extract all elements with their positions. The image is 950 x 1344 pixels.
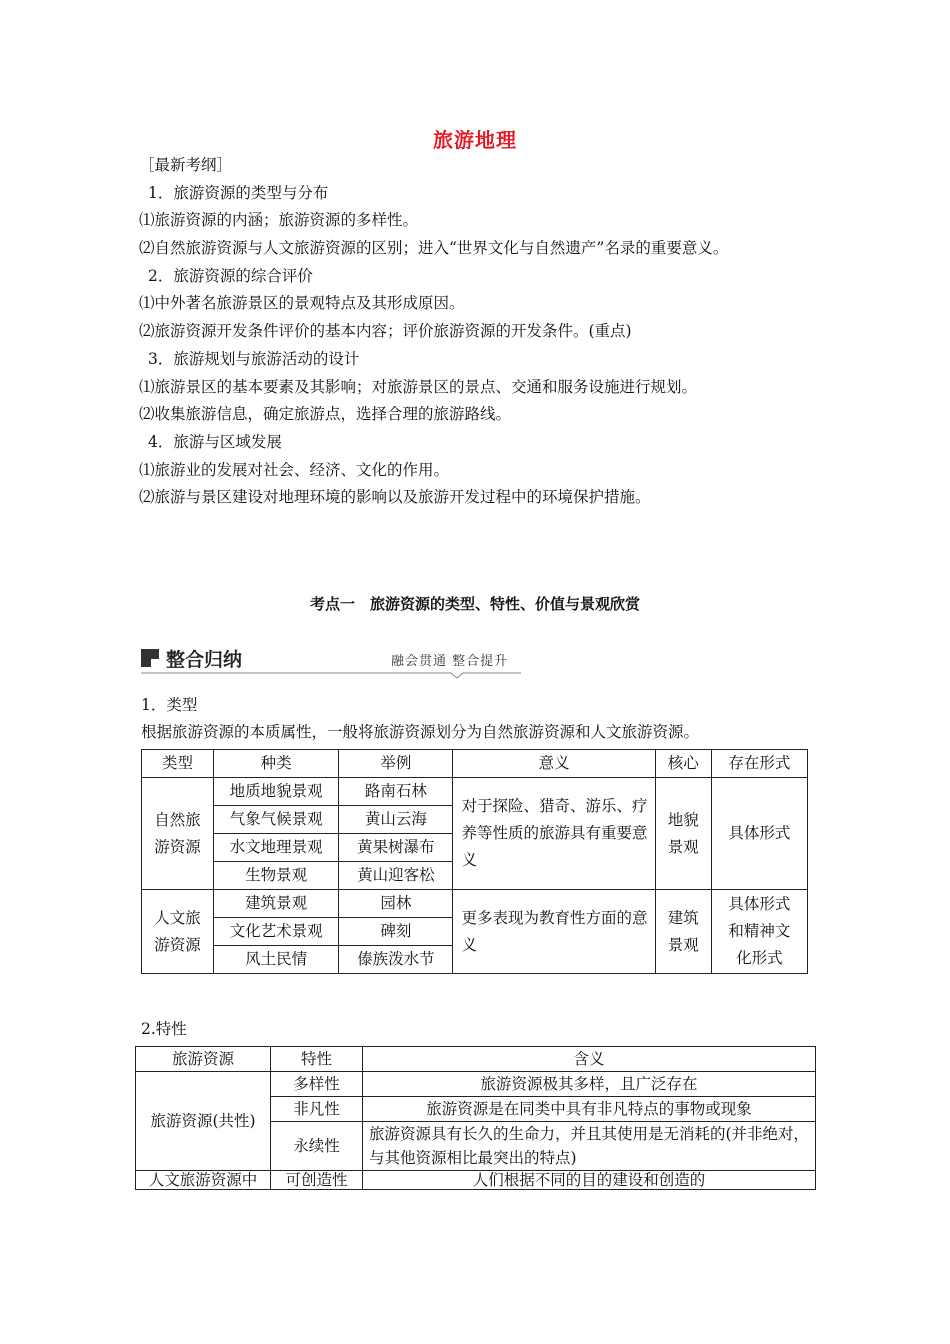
table-cell: 永续性 bbox=[271, 1122, 363, 1171]
table-header: 核心 bbox=[655, 750, 711, 778]
section-banner bbox=[141, 645, 521, 677]
banner-label: 整合归纳 bbox=[166, 649, 243, 671]
section-heading: 2.特性 bbox=[141, 1020, 187, 1038]
type-cell: 人文旅游资源 bbox=[142, 890, 214, 974]
table-cell: 水文地理景观 bbox=[214, 834, 339, 862]
table-header: 存在形式 bbox=[711, 750, 807, 778]
meaning-cell: 对于探险、猎奇、游乐、疗养等性质的旅游具有重要意义 bbox=[453, 778, 655, 890]
syllabus-item: 3．旅游规划与旅游活动的设计 bbox=[148, 349, 360, 368]
table-cell: 碑刻 bbox=[339, 918, 453, 946]
table-cell: 旅游资源具有长久的生命力，并且其使用是无消耗的(并非绝对，与其他资源相比最突出的特点) bbox=[363, 1122, 816, 1171]
table-row bbox=[136, 1171, 816, 1190]
table-row bbox=[142, 778, 808, 806]
syllabus-item: ⑴旅游资源的内涵；旅游资源的多样性。 bbox=[139, 211, 419, 230]
table-cell: 傣族泼水节 bbox=[339, 946, 453, 974]
exam-point-title: 考点一 旅游资源的类型、特性、价值与景观欣赏 bbox=[309, 595, 640, 613]
form-cell: 具体形式和精神文化形式 bbox=[711, 890, 807, 974]
square-bullet-icon bbox=[141, 649, 159, 667]
table-header: 举例 bbox=[339, 750, 453, 778]
type-cell: 自然旅游资源 bbox=[142, 778, 214, 890]
table-cell: 文化艺术景观 bbox=[214, 918, 339, 946]
syllabus-item: ⑵旅游资源开发条件评价的基本内容；评价旅游资源的开发条件。(重点) bbox=[139, 322, 632, 341]
table-row bbox=[142, 890, 808, 918]
table-header: 含义 bbox=[363, 1047, 816, 1072]
syllabus-item: ⑵自然旅游资源与人文旅游资源的区别；进入“世界文化与自然遗产”名录的重要意义。 bbox=[139, 239, 729, 258]
types-table bbox=[141, 749, 808, 974]
syllabus-item: 1．旅游资源的类型与分布 bbox=[148, 183, 329, 202]
syllabus-heading: ［最新考纲］ bbox=[139, 156, 233, 174]
table-header: 种类 bbox=[214, 750, 339, 778]
syllabus-item: ⑴旅游业的发展对社会、经济、文化的作用。 bbox=[139, 460, 450, 479]
table-cell: 旅游资源是在同类中具有非凡特点的事物或现象 bbox=[363, 1097, 816, 1122]
table-cell: 黄果树瀑布 bbox=[339, 834, 453, 862]
syllabus-item: 4．旅游与区域发展 bbox=[148, 432, 282, 451]
table-cell: 园林 bbox=[339, 890, 453, 918]
syllabus-item: ⑵收集旅游信息，确定旅游点，选择合理的旅游路线。 bbox=[139, 405, 512, 424]
page-title: 旅游地理 bbox=[433, 128, 517, 152]
syllabus bbox=[139, 152, 839, 512]
syllabus-item: 2．旅游资源的综合评价 bbox=[148, 266, 313, 285]
table-header-row bbox=[142, 750, 808, 778]
table-cell: 黄山云海 bbox=[339, 806, 453, 834]
table-cell: 人文旅游资源中 bbox=[136, 1171, 271, 1190]
table-cell: 气象气候景观 bbox=[214, 806, 339, 834]
features-table bbox=[135, 1046, 816, 1190]
table-header: 旅游资源 bbox=[136, 1047, 271, 1072]
table-header-row bbox=[136, 1047, 816, 1072]
meaning-cell: 更多表现为教育性方面的意义 bbox=[453, 890, 655, 974]
table-header: 意义 bbox=[453, 750, 655, 778]
table-row bbox=[136, 1072, 816, 1097]
table-cell: 风土民情 bbox=[214, 946, 339, 974]
resource-cell: 旅游资源(共性) bbox=[136, 1072, 271, 1171]
table-cell: 多样性 bbox=[271, 1072, 363, 1097]
core-cell: 建筑景观 bbox=[655, 890, 711, 974]
table-cell: 路南石林 bbox=[339, 778, 453, 806]
banner-subtitle: 融会贯通 整合提升 bbox=[391, 654, 509, 669]
syllabus-item: ⑴旅游景区的基本要素及其影响；对旅游景区的景点、交通和服务设施进行规划。 bbox=[139, 377, 698, 396]
table-header: 类型 bbox=[142, 750, 214, 778]
section-intro: 根据旅游资源的本质属性，一般将旅游资源划分为自然旅游资源和人文旅游资源。 bbox=[141, 723, 700, 741]
form-cell: 具体形式 bbox=[711, 778, 807, 890]
table-cell: 黄山迎客松 bbox=[339, 862, 453, 890]
table-cell: 旅游资源极其多样，且广泛存在 bbox=[363, 1072, 816, 1097]
syllabus-item: ⑵旅游与景区建设对地理环境的影响以及旅游开发过程中的环境保护措施。 bbox=[139, 488, 651, 507]
table-cell: 生物景观 bbox=[214, 862, 339, 890]
section-heading: 1．类型 bbox=[141, 696, 198, 714]
syllabus-item: ⑴中外著名旅游景区的景观特点及其形成原因。 bbox=[139, 294, 465, 313]
table-header: 特性 bbox=[271, 1047, 363, 1072]
banner-underline bbox=[141, 667, 521, 679]
table-cell: 人们根据不同的目的建设和创造的 bbox=[363, 1171, 816, 1190]
table-cell: 可创造性 bbox=[271, 1171, 363, 1190]
table-cell: 非凡性 bbox=[271, 1097, 363, 1122]
table-cell: 建筑景观 bbox=[214, 890, 339, 918]
core-cell: 地貌景观 bbox=[655, 778, 711, 890]
table-cell: 地质地貌景观 bbox=[214, 778, 339, 806]
